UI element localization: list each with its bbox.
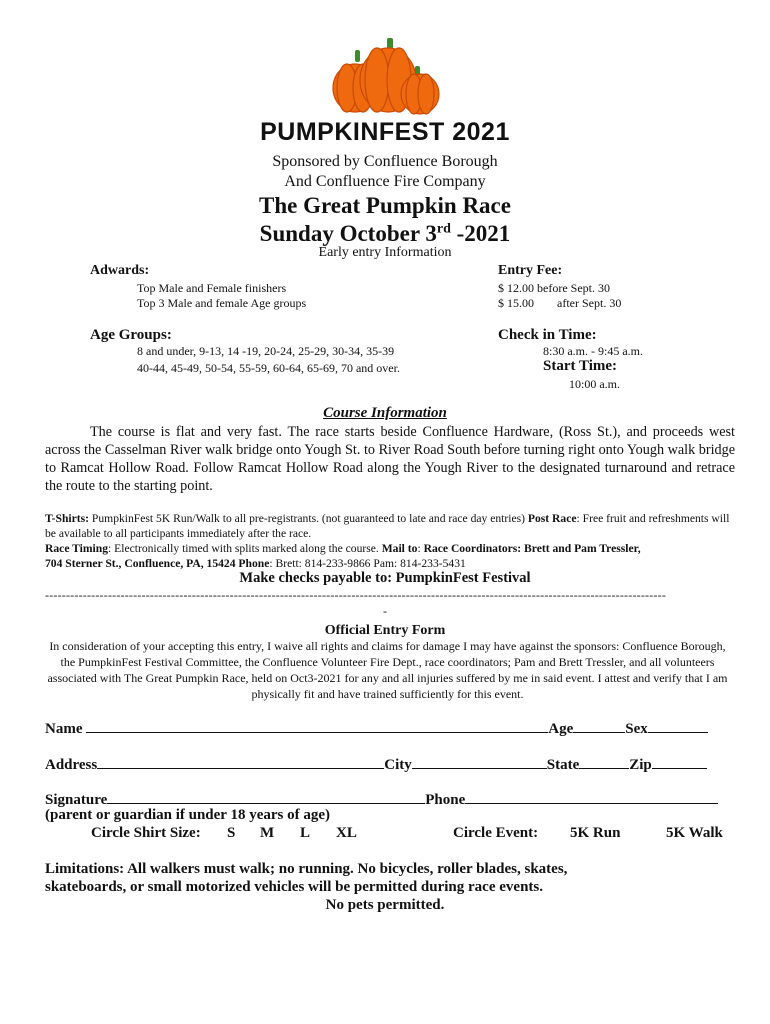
name-row: [45, 718, 708, 738]
age-field[interactable]: [573, 718, 625, 733]
checks-payable: Make checks payable to: PumpkinFest Festival: [239, 570, 531, 586]
start-heading: Start Time:: [543, 358, 618, 374]
pumpkin-logo: [325, 36, 445, 116]
sponsor-line-1: Sponsored by Confluence Borough: [272, 153, 498, 170]
limitations-line-2: skateboards, or small motorized vehicles will be permitted during race events.: [45, 879, 543, 895]
sex-label: Sex: [625, 721, 648, 737]
shirt-size-m[interactable]: M: [260, 825, 275, 841]
phone-label: Phone: [425, 792, 466, 808]
waiver-text: In consideration of your accepting this entry, I waive all rights and claims for damage I may have against the sponsors: Confluence Borough, the PumpkinFest Festival Committee, the Confluence Volunteer Fire Dept., race coordinators; Pam and Brett Tressler, and all volunteers associated with The Great Pumpkin Race, held on Oct3-2021 for any and all injuries suffered by me in said event. I attest and verify that I am physically fit and have trained sufficiently for this event.: [47, 639, 728, 701]
check-in-heading: Check in Time:: [498, 327, 597, 343]
start-time: 10:00 a.m.: [569, 377, 620, 391]
age-label: Age: [548, 721, 574, 737]
shirt-size-s[interactable]: S: [227, 825, 236, 841]
signature-field[interactable]: [107, 789, 425, 804]
signature-label: Signature: [45, 792, 108, 808]
awards-heading: Adwards:: [90, 263, 150, 278]
signature-row: [45, 789, 718, 809]
awards-line-1: Top Male and Female finishers: [137, 281, 287, 295]
guardian-note: (parent or guardian if under 18 years of age): [45, 807, 330, 823]
name-field[interactable]: [86, 718, 548, 733]
event-5k-run[interactable]: 5K Run: [570, 825, 621, 841]
course-description: The course is flat and very fast. The race starts beside Confluence Hardware, (Ross St.), and proceeds west across the Casselman River walk bridge onto Yough St. to River Road South before turning right onto Yough walk bridge to Ramcat Hollow Road. Follow Ramcat Hollow Road along the Yough River to the designated turnaround and retrace the route to the starting point.: [45, 424, 735, 494]
entry-fee-late-amount: $ 15.00: [498, 296, 534, 310]
entry-fee-late-text: after Sept. 30: [557, 296, 622, 310]
shirt-size-label: Circle Shirt Size:: [91, 825, 201, 841]
event-title: PUMPKINFEST 2021: [260, 118, 510, 146]
zip-field[interactable]: [652, 754, 707, 769]
entry-fee-early: $ 12.00 before Sept. 30: [498, 281, 610, 295]
divider-line: ----------------------------------------------------------------------------------------------------------------------------------------------------: [45, 588, 667, 602]
city-field[interactable]: [412, 754, 547, 769]
race-date: Sunday October 3rd -2021: [259, 221, 511, 246]
city-label: City: [384, 757, 412, 773]
age-groups-line-2: 40-44, 45-49, 50-54, 55-59, 60-64, 65-69, 70 and over.: [137, 361, 400, 375]
race-details: T-Shirts: PumpkinFest 5K Run/Walk to all pre-registrants. (not guaranteed to late and race day entries) Post Race: Free fruit and refreshments will be available to all participants immediately after the race. Race Timing: Electronically timed with splits marked along the course. Mail to: Race Coordinators: Brett and Pam Tressler, 704 Sterner St., Confluence, PA, 15424 Phone: Brett: 814-233-9866 Pam: 814-233-5431: [45, 512, 730, 570]
race-name: The Great Pumpkin Race: [259, 193, 511, 218]
zip-label: Zip: [629, 757, 652, 773]
age-groups-heading: Age Groups:: [90, 327, 172, 343]
awards-line-2: Top 3 Male and female Age groups: [137, 296, 307, 310]
event-5k-walk[interactable]: 5K Walk: [666, 825, 723, 841]
check-in-time: 8:30 a.m. - 9:45 a.m.: [543, 344, 643, 358]
address-label: Address: [45, 757, 98, 773]
address-row: [45, 754, 707, 774]
entry-form-heading: Official Entry Form: [324, 623, 446, 638]
sex-field[interactable]: [648, 718, 708, 733]
course-heading: Course Information: [323, 405, 447, 421]
name-label: Name: [45, 721, 83, 737]
divider-tail: -: [383, 604, 387, 618]
age-groups-line-1: 8 and under, 9-13, 14 -19, 20-24, 25-29, 30-34, 35-39: [137, 344, 395, 358]
shirt-size-l[interactable]: L: [300, 825, 311, 841]
limitations-line-1: Limitations: All walkers must walk; no running. No bicycles, roller blades, skates,: [45, 861, 568, 877]
early-entry-label: Early entry Information: [318, 245, 452, 260]
entry-fee-heading: Entry Fee:: [498, 263, 563, 278]
phone-field[interactable]: [465, 789, 718, 804]
address-field[interactable]: [97, 754, 384, 769]
state-field[interactable]: [579, 754, 629, 769]
sponsor-line-2: And Confluence Fire Company: [284, 173, 486, 190]
shirt-size-xl[interactable]: XL: [336, 825, 357, 841]
limitations-line-3: No pets permitted.: [325, 897, 445, 913]
state-label: State: [546, 757, 580, 773]
event-label: Circle Event:: [453, 825, 539, 841]
